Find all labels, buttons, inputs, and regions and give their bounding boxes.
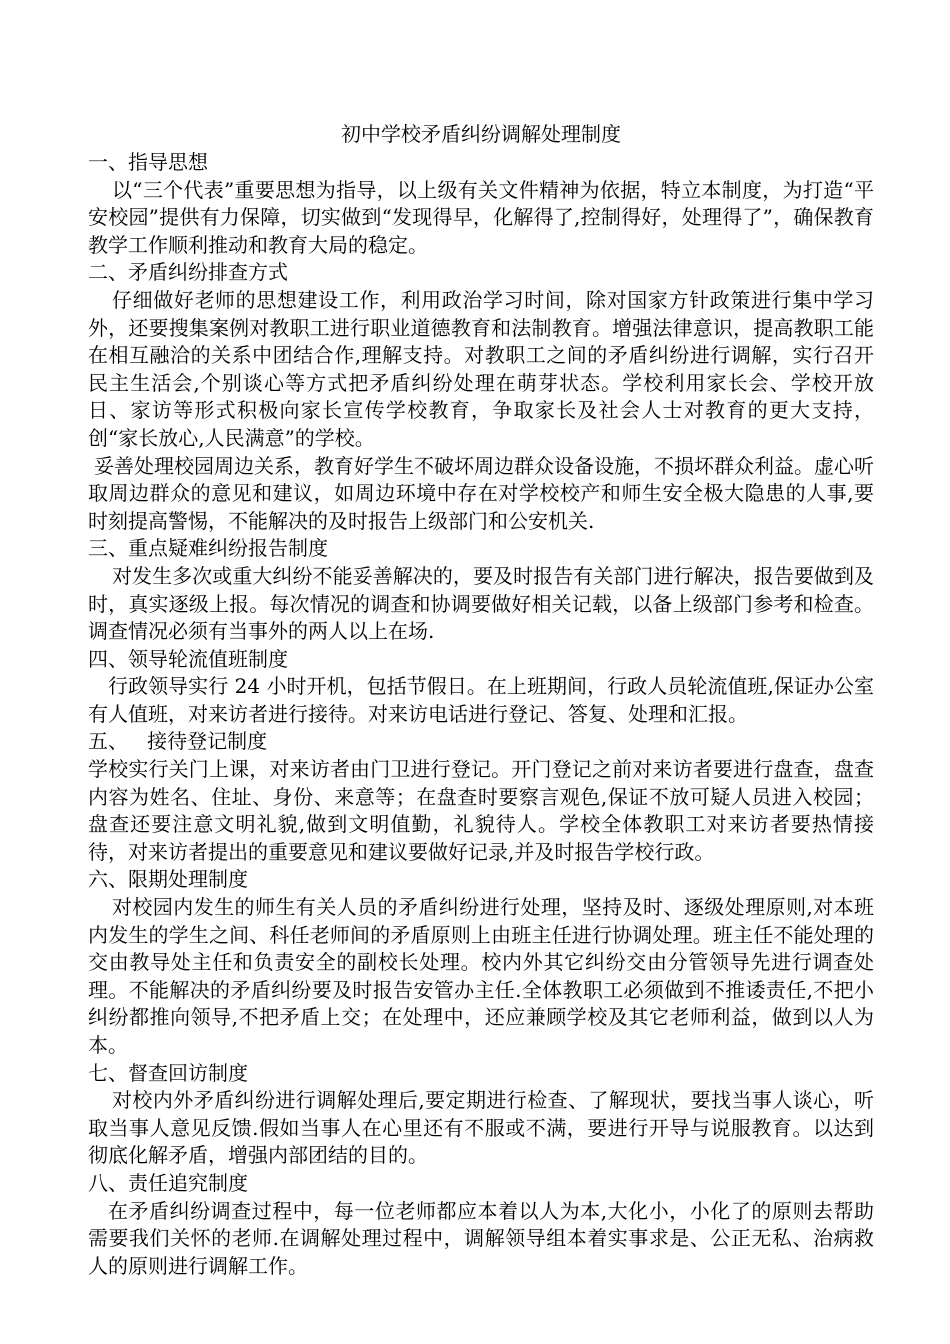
section-heading-3: 三、重点疑难纠纷报告制度: [88, 536, 328, 561]
section-2-paragraph-2: 妥善处理校园周边关系，教育好学生不破坏周边群众设备设施，不损坏群众利益。虚心听取周边群众的意见和建议，如周边环境中存在对学校校产和师生安全极大隐患的人事,要时刻提高警惕，不能解决的及时报告上级部门和公安机关.: [88, 453, 874, 533]
section-heading-6: 六、限期处理制度: [88, 867, 248, 892]
section-8-paragraph-1: 在矛盾纠纷调查过程中，每一位老师都应本着以人为本,大化小，小化了的原则去帮助需要我们关怀的老师.在调解处理过程中，调解领导组本着实事求是、公正无私、治病救人的原则进行调解工作。: [88, 1198, 874, 1278]
section-heading-1: 一、指导思想: [88, 150, 208, 174]
document-title: 初中学校矛盾纠纷调解处理制度: [341, 122, 621, 146]
section-heading-5: 五、 接待登记制度: [88, 729, 268, 754]
section-heading-8: 八、责任追究制度: [88, 1170, 248, 1195]
section-heading-4: 四、领导轮流值班制度: [88, 646, 288, 671]
section-heading-2: 二、矛盾纠纷排查方式: [88, 260, 288, 285]
section-3-paragraph-1: 对发生多次或重大纠纷不能妥善解决的，要及时报告有关部门进行解决，报告要做到及时，真实逐级上报。每次情况的调查和协调要做好相关记载，以备上级部门参考和检查。调查情况必须有当事外的两人以上在场.: [88, 563, 874, 644]
section-7-paragraph-1: 对校内外矛盾纠纷进行调解处理后,要定期进行检查、了解现状，要找当事人谈心，听取当事人意见反馈.假如当事人在心里还有不服或不满，要进行开导与说服教育。以达到彻底化解矛盾，增强内部团结的目的。: [88, 1088, 874, 1168]
section-1-paragraph-1: 以“三个代表”重要思想为指导，以上级有关文件精神为依据，特立本制度，为打造“平安校园”提供有力保障，切实做到“发现得早，化解得了,控制得好，处理得了”，确保教育教学工作顺利推动和教育大局的稳定。: [88, 177, 874, 257]
section-4-paragraph-1: 行政领导实行 24 小时开机，包括节假日。在上班期间，行政人员轮流值班,保证办公室有人值班，对来访者进行接待。对来访电话进行登记、答复、处理和汇报。: [88, 674, 874, 726]
section-6-paragraph-1: 对校园内发生的师生有关人员的矛盾纠纷进行处理，坚持及时、逐级处理原则,对本班内发生的学生之间、科任老师间的矛盾原则上由班主任进行协调处理。班主任不能处理的交由教导处主任和负责安全的副校长处理。校内外其它纠纷交由分管领导先进行调查处理。不能解决的矛盾纠纷要及时报告安管办主任.全体教职工必须做到不推诿责任,不把小纠纷都推向领导,不把矛盾上交；在处理中，还应兼顾学校及其它老师利益，做到以人为本。: [88, 895, 874, 1057]
document-page: [88, 120, 874, 1280]
section-heading-7: 七、督查回访制度: [88, 1060, 248, 1085]
section-2-paragraph-1: 仔细做好老师的思想建设工作，利用政治学习时间，除对国家方针政策进行集中学习外，还要搜集案例对教职工进行职业道德教育和法制教育。增强法律意识，提高教职工能在相互融洽的关系中团结合作,理解支持。对教职工之间的矛盾纠纷进行调解，实行召开民主生活会,个别谈心等方式把矛盾纠纷处理在萌芽状态。学校利用家长会、学校开放日、家访等形式积极向家长宣传学校教育，争取家长及社会人士对教育的更大支持，创“家长放心,人民满意”的学校。: [88, 287, 874, 450]
section-5-paragraph-1: 学校实行关门上课，对来访者由门卫进行登记。开门登记之前对来访者要进行盘查，盘查内容为姓名、住址、身份、来意等；在盘查时要察言观色,保证不放可疑人员进入校园；盘查还要注意文明礼貌,做到文明值勤，礼貌待人。学校全体教职工对来访者要热情接待，对来访者提出的重要意见和建议要做好记录,并及时报告学校行政。: [88, 757, 874, 864]
